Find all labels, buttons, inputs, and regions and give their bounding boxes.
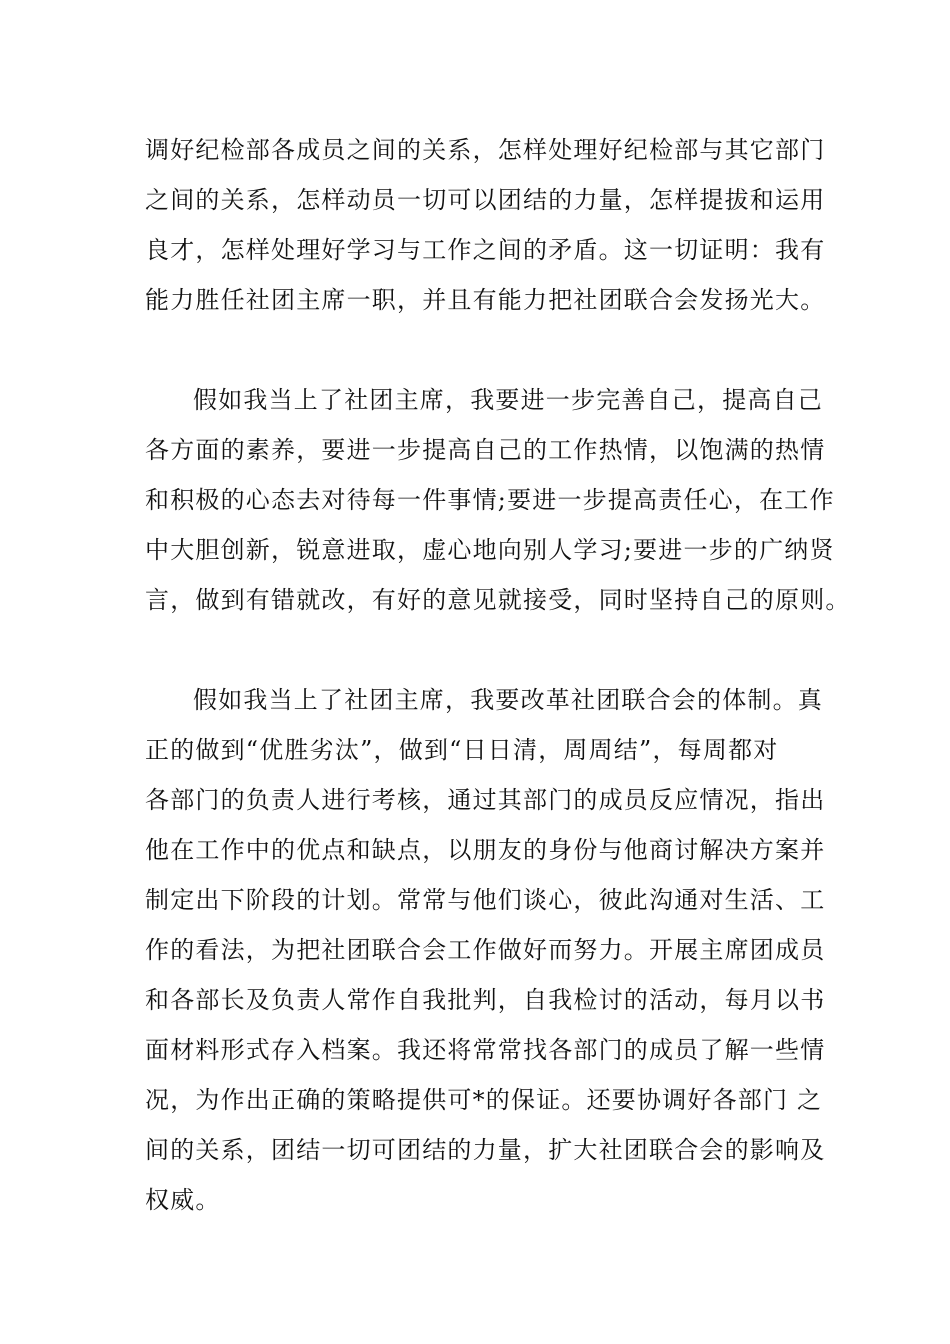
paragraph-2-line-4: 中大胆创新，锐意进取，虚心地向别人学习;要进一步的广纳贤 bbox=[145, 536, 835, 564]
paragraph-2-line-1: 假如我当上了社团主席，我要进一步完善自己，提高自己 bbox=[193, 386, 823, 414]
paragraph-2-line-2: 各方面的素养，要进一步提高自己的工作热情，以饱满的热情 bbox=[145, 436, 826, 464]
paragraph-3-line-5: 制定出下阶段的计划。常常与他们谈心，彼此沟通对生活、工 bbox=[145, 886, 826, 914]
paragraph-3-line-8: 面材料形式存入档案。我还将常常找各部门的成员了解一些情 bbox=[145, 1036, 826, 1064]
paragraph-3-line-2: 正的做到“优胜劣汰”，做到“日日清，周周结”，每周都对 bbox=[145, 736, 779, 764]
paragraph-3-line-9: 况，为作出正确的策略提供可*的保证。还要协调好各部门 之 bbox=[145, 1086, 823, 1114]
paragraph-3-line-6: 作的看法，为把社团联合会工作做好而努力。开展主席团成员 bbox=[145, 936, 826, 964]
paragraph-1-line-4: 能力胜任社团主席一职，并且有能力把社团联合会发扬光大。 bbox=[145, 286, 826, 314]
paragraph-2-line-5: 言，做到有错就改，有好的意见就接受，同时坚持自己的原则。 bbox=[145, 586, 851, 614]
paragraph-1-line-1: 调好纪检部各成员之间的关系，怎样处理好纪检部与其它部门 bbox=[145, 136, 826, 164]
paragraph-3-line-4: 他在工作中的优点和缺点，以朋友的身份与他商讨解决方案并 bbox=[145, 836, 826, 864]
paragraph-3-line-3: 各部门的负责人进行考核，通过其部门的成员反应情况，指出 bbox=[145, 786, 826, 814]
paragraph-3-line-11: 权威。 bbox=[145, 1186, 221, 1214]
paragraph-1-line-3: 良才，怎样处理好学习与工作之间的矛盾。这一切证明：我有 bbox=[145, 236, 826, 264]
paragraph-2-line-3: 和积极的心态去对待每一件事情;要进一步提高责任心，在工作 bbox=[145, 486, 835, 514]
paragraph-3-line-7: 和各部长及负责人常作自我批判，自我检讨的活动，每月以书 bbox=[145, 986, 826, 1014]
paragraph-1-line-2: 之间的关系，怎样动员一切可以团结的力量，怎样提拔和运用 bbox=[145, 186, 826, 214]
paragraph-3-line-1: 假如我当上了社团主席，我要改革社团联合会的体制。真 bbox=[193, 686, 823, 714]
paragraph-3-line-10: 间的关系，团结一切可团结的力量，扩大社团联合会的影响及 bbox=[145, 1136, 826, 1164]
